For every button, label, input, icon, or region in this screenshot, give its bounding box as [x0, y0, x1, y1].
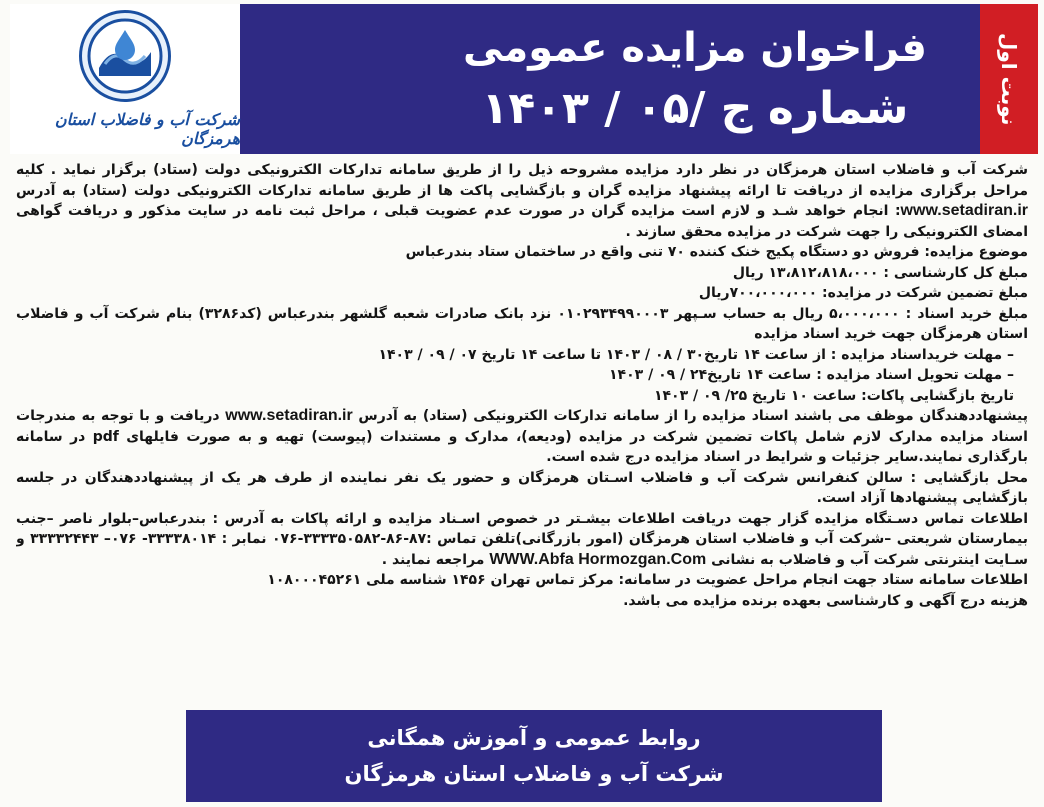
auction-subject: موضوع مزایده: فروش دو دستگاه پکیج خنک کننده ۷۰ تنی واقع در ساختمان ستاد بندرعباس — [405, 244, 1028, 260]
title-line-1: فراخوان مزایده عمومی — [463, 25, 927, 71]
document-purchase: مبلغ خرید اسناد : ۵،۰۰۰،۰۰۰ ریال به حساب سـپهر ۰۱۰۲۹۳۴۹۹۰۰۰۳ نزد بانک صادرات شعبه گلشهر بندرعباس (کد۳۲۸۶) بنام شرکت آب و فاضلاب استان هرمزگان جهت خرید اسناد مزایده — [16, 305, 1028, 342]
setad-link[interactable]: www.setadiran.ir — [900, 202, 1028, 219]
contact-paragraph — [16, 509, 1028, 571]
notice-footer — [186, 710, 882, 802]
setad-info: اطلاعات سامانه ستاد جهت انجام مراحل عضویت در سامانه: مرکز تماس تهران ۱۴۵۶ شناسه ملی ۱۰۸۰۰۰۴۵۲۶۱ — [267, 572, 1028, 588]
opening-date: تاریخ بازگشایی پاکات: ساعت ۱۰ تاریخ ۲۵/ ۰۹ / ۱۴۰۳ — [653, 387, 1014, 404]
contact-text-1: اطلاعات تماس دسـتگاه مزایده گزار جهت دریافت اطلاعات بیشـتر در خصوص اسـناد مزایده و ارائه پاکات به آدرس : بندرعباس–بلوار ناصر –جنب بیمارستان شریعتی –شرکت آب و فاضلاب استان هرمزگان (امور بازرگانی)تلفن تماس :۸۷-۸۶-۳۳۳۳۵۰۵۸۲-۰۷۶ نمابر : ۳۳۳۳۸۰۱۴- ۰۷۶– ۳۳۳۳۲۴۴۳ و سـایت اینترنتی شرکت آب و فاضلاب به نشانی — [16, 510, 1028, 568]
notice-body — [16, 160, 1028, 700]
company-logo — [10, 4, 240, 154]
footer-line-1: روابط عمومی و آموزش همگانی — [367, 726, 701, 750]
title-line-2: شماره ج /۰۵ / ۱۴۰۳ — [481, 83, 909, 134]
appraisal-amount: مبلغ کل کارشناسی : ۱۳،۸۱۲،۸۱۸،۰۰۰ ریال — [732, 264, 1028, 281]
first-publication-badge — [980, 4, 1038, 154]
notice-header — [10, 4, 1038, 154]
guarantee-amount: مبلغ تضمین شرکت در مزایده: ۷۰۰،۰۰۰،۰۰۰ریال — [698, 285, 1028, 301]
bidders-paragraph — [16, 406, 1028, 468]
abfa-website-link[interactable]: WWW.Abfa Hormozgan.Com — [489, 550, 707, 568]
contact-text-2: مراجعه نمایند . — [381, 551, 490, 568]
delivery-deadline: – مهلت تحویل اسناد مزایده : ساعت ۱۴ تاریخ۲۴ / ۰۹ / ۱۴۰۳ — [609, 367, 1014, 383]
bidders-text-2: دریافت و با توجه به مندرجات اسناد مزایده مدارک لازم شامل پاکات تضمین شرکت در مزایده (ودیعه)، مدارک و مستندات (پیوست) تهیه و به صورت فایلهای pdf در سامانه بارگذاری نمایند.سایر جزئیات و شرایط در اسناد مزایده درج شده است. — [16, 408, 1028, 465]
opening-venue: محل بازگشایی : سالن کنفرانس شرکت آب و فاضلاب اسـتان هرمزگان و حضور یک نفر نماینده از طرف هر یک از پیشنهاددهندگان در جلسه بازگشایی پیشنهادها آزاد است. — [16, 469, 1028, 506]
footer-line-2: شرکت آب و فاضلاب استان هرمزگان — [344, 762, 724, 786]
logo-company-name: شرکت آب و فاضلاب استان هرمزگان — [54, 110, 240, 148]
setad-link-2[interactable]: www.setadiran.ir — [225, 407, 353, 424]
badge-label: نوبت اول — [997, 32, 1021, 126]
intro-text-2: : انجام خواهد شـد و لازم است مزایده گران در صورت عدم عضویت قبلی ، مراحل ثبت نامه در سایت مذکور و دریافت گواهی امضای الکترونیکی را جهت شرکت در مزایده محقق سازند . — [16, 203, 1028, 240]
intro-text-1: شرکت آب و فاضلاب استان هرمزگان در نظر دارد مزایده مشروحه ذیل را از طریق سامانه تدارکات الکترونیکی دولت (ستاد) برگزار نماید . کلیه مراحل برگزاری مزایده از دریافت تا ارائه پیشنهاد مزایده گران و بازگشایی پاکت ها از طریق سامانه تدارکات الکترونیکی دولت (ستاد) به آدرس — [16, 162, 1028, 199]
notice-title — [410, 4, 980, 154]
intro-paragraph — [16, 160, 1028, 242]
cost-note: هزینه درج آگهی و کارشناسی بعهده برنده مزایده می باشد. — [623, 592, 1028, 609]
purchase-deadline: – مهلت خریداسناد مزایده : از ساعت ۱۴ تاریخ۳۰ / ۰۸ / ۱۴۰۳ تا ساعت ۱۴ تاریخ ۰۷ / ۰۹ / ۱۴۰۳ — [378, 346, 1014, 363]
bidders-text-1: پیشنهاددهندگان موظف می باشند اسناد مزایده را از سامانه تدارکات الکترونیکی (ستاد) به آدرس — [352, 408, 1028, 424]
water-drop-logo-icon — [79, 10, 171, 102]
